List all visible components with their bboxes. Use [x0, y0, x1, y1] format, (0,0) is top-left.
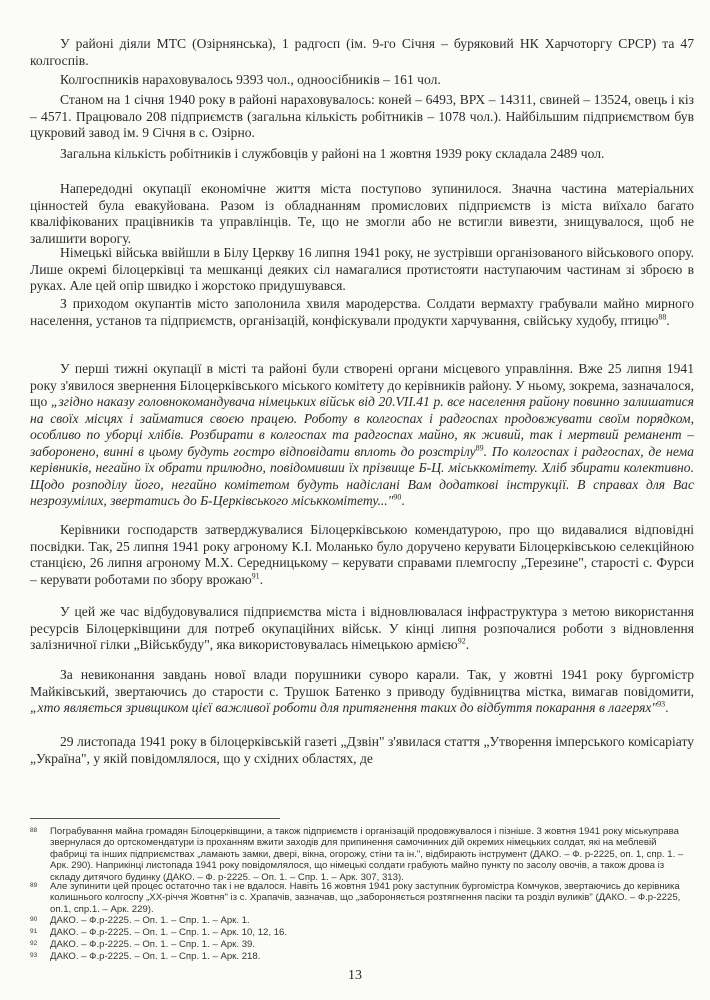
mayor-quote: „хто являється зривщиком цієї важливої роботи для притягнення таких до відбуття покарання в лагерях"	[30, 700, 658, 715]
footnote-ref-92: 92	[457, 636, 466, 646]
paragraph-kolhosp-count: Колгоспників нараховувалось 9393 чол., одноосібників – 161 чол.	[60, 72, 441, 87]
paragraph-punishments: За невиконання завдань нової влади порушники суворо карали. Так, у жовтні 1941 року бургомістр Майківський, звертаючись до старости с. Трушок Батенко з приводу будівництва містка, вимагав повідомити, „хто являється зривщиком цієї важливої роботи для притягнення таких до відбуття покарання в лагерях"$^{93}$.	[30, 667, 694, 715]
footnote-ref-90: 90	[393, 492, 402, 502]
footnote-90: 90 ДАКО. – Ф.р-2225. – Оп. 1. – Спр. 1. – Арк. 1.	[30, 915, 250, 926]
footnote-92: 92 ДАКО. – Ф.р-2225. – Оп. 1. – Спр. 1. – Арк. 39.	[30, 939, 256, 950]
paragraph-infrastructure: У цей же час відбудовувалися підприємства міста і відновлювалася інфраструктура з метою використання ресурсів Білоцерківщини для потреб окупаційних військ. У кінці липня розпочалися роботи з відновлення залізничної гілки „Військбуду", яка використовувалась німецькою армією$^{92}$.	[30, 604, 694, 652]
committee-quote-continued: . По колгоспах і радгоспах, де нема керівників, негайно їх обрати прилюдно, повідомивши їх прізвище Б-Ц. міськкомітету. Хліб збирати колективно. Щодо розподілу його, негайно комітетом будуть надіслані Вам додаткові інструкції. В справах для Вас незрозумілих, звертатись до Б-Церківського міськкомітету..."	[30, 443, 694, 508]
footnote-93: 93 ДАКО. – Ф.р-2225. – Оп. 1. – Спр. 1. – Арк. 218.	[30, 951, 261, 962]
paragraph-occupation-eve: Напередодні окупації економічне життя міста поступово зупинилося. Значна частина матеріальних цінностей була евакуйована. Разом із обладнанням промислових підприємств із міста виїхало багато кваліфікованих працівників та управлінців. Те, що не змогли або не встигли вивезти, знищувалося, щоб не залишити ворогу.	[30, 181, 694, 246]
paragraph-marauding: З приходом окупантів місто заполонила хвиля мародерства. Солдати вермахту грабували майно мирного населення, установ та підприємств, організацій, конфіскували продукти харчування, свійську худобу, птицю$^{88}$.	[30, 296, 694, 328]
footnote-88: 88 Пограбування майна громадян Білоцерківщини, а також підприємств і організацій продовжувалося і пізніше. 3 жовтня 1941 року міськуправа звернулася до ортскомендатури із проханням вжити заходів для припинення самочинних дій окремих німецьких солдат, які на меблевій фабриці та інших підприємствах „ламають замки, двері, вікна, огорожу, стіни та ін.", відбирають інструмент (ДАКО. – Ф. р-2225, оп. 1, спр. 1. – Арк. 290). Наприкінці листопада 1941 року повідомлялося, що німецькі солдати грабують майно пункту по засолу овочів, а також дрова із складу дитячого будинку (ДАКО. – Ф. р-2225. – Оп. 1. – Спр. 1. – Арк. 307, 313).	[30, 826, 684, 883]
footnote-ref-93: 93	[657, 699, 666, 709]
paragraph-dzvin-newspaper: 29 листопада 1941 року в білоцерківській газеті „Дзвін" з'явилася стаття „Утворення імперського комісаріату „Україна", у якій повідомлялося, що у східних областях, де	[30, 734, 694, 766]
footnote-89: 89 Але зупинити цей процес остаточно так і не вдалося. Навіть 16 жовтня 1941 року заступник бургомістра Комчуков, звертаючись до керівника колишнього колгоспу „ХХ-річчя Жовтня" із с. Храпачів, зазначав, що „забороняється розтягнення пасіки та розділ вуликів" (ДАКО. – Ф.р-2225, оп.1, спр.1. – Арк. 229).	[30, 881, 681, 915]
paragraph-mts: У районі діяли МТС (Озірнянська), 1 радгосп (ім. 9-го Січня – буряковий НК Харчоторгу СРСР) та 47 колгоспів.	[30, 36, 694, 68]
paragraph-local-administration: У перші тижні окупації в місті та районі були створені органи місцевого управління. Вже 25 липня 1941 року з'явилося звернення Білоцерківського міського комітету до керівників району. У ньому, зокрема, зазначалося, що „згідно наказу головнокомандувача німецьких військ від 20.VII.41 р. все населення району повинно залишатися на своїх місцях і займатися своєю працею. Роботу в колгоспах і радгоспах продовжувати своїм порядком, особливо по уборці хлібів. Розбирати в колгоспах та радгоспах майно, як живий, так і мертвий реманент – заборонено, винні в цьому будуть гостро відповідати вплоть до розстрілу$^{89}$. По колгоспах і радгоспах, де нема керівників, негайно їх обрати прилюдно, повідомивши їх прізвище Б-Ц. міськкомітету. Хліб збирати колективно. Щодо розподілу його, негайно комітетом будуть надіслані Вам додаткові інструкції. В справах для Вас незрозумілих, звертатись до Б-Церківського міськкомітету..."$^{90}$.	[30, 361, 694, 508]
paragraph-livestock: Станом на 1 січня 1940 року в районі нараховувалось: коней – 6493, ВРХ – 14311, свиней – 13524, овець і кіз – 4571. Працювало 208 підприємств (загальна кількість робітників – 1078 чол.). Найбільшим підприємством був цукровий завод ім. 9 Січня в с. Озірно.	[30, 92, 694, 140]
paragraph-farm-managers: Керівники господарств затверджувалися Білоцерківською комендатурою, про що видавалися відповідні посвідки. Так, 25 липня 1941 року агроному К.І. Моланько було доручено керувати Білоцерківською селекційною станцією, 26 липня агроному М.Х. Середницькому – керувати справами племгоспу „Терезине", старості с. Фурси – керувати роботами по збору врожаю$^{91}$.	[30, 522, 694, 587]
footnote-91: 91 ДАКО. – Ф.р-2225. – Оп. 1. – Спр. 1. – Арк. 10, 12, 16.	[30, 927, 288, 938]
paragraph-german-entry: Німецькі війська ввійшли в Білу Церкву 16 липня 1941 року, не зустрівши організованого військового опору. Лише окремі білоцерківці та мешканці деяких сіл намагалися протистояти наступаючим частинам зі зброєю в руках. Але цей опір швидко і жорстоко придушувався.	[30, 245, 694, 293]
footnote-ref-89: 89	[475, 442, 484, 452]
footnote-divider	[30, 818, 280, 819]
committee-quote: „згідно наказу головнокомандувача німецьких військ від 20.VII.41 р. все населення району повинно залишатися на своїх місцях і займатися своєю працею. Роботу в колгоспах і радгоспах продовжувати своїм порядком, особливо по уборці хлібів. Розбирати в колгоспах та радгоспах майно, як живий, так і мертвий реманент – заборонено, винні в цьому будуть гостро відповідати вплоть до розстрілу	[30, 394, 694, 459]
footnote-ref-88: 88	[658, 311, 667, 321]
page-number: 13	[348, 968, 362, 983]
paragraph-workers: Загальна кількість робітників і службовців у районі на 1 жовтня 1939 року складала 2489 чол.	[60, 146, 605, 161]
footnote-ref-91: 91	[251, 570, 260, 580]
